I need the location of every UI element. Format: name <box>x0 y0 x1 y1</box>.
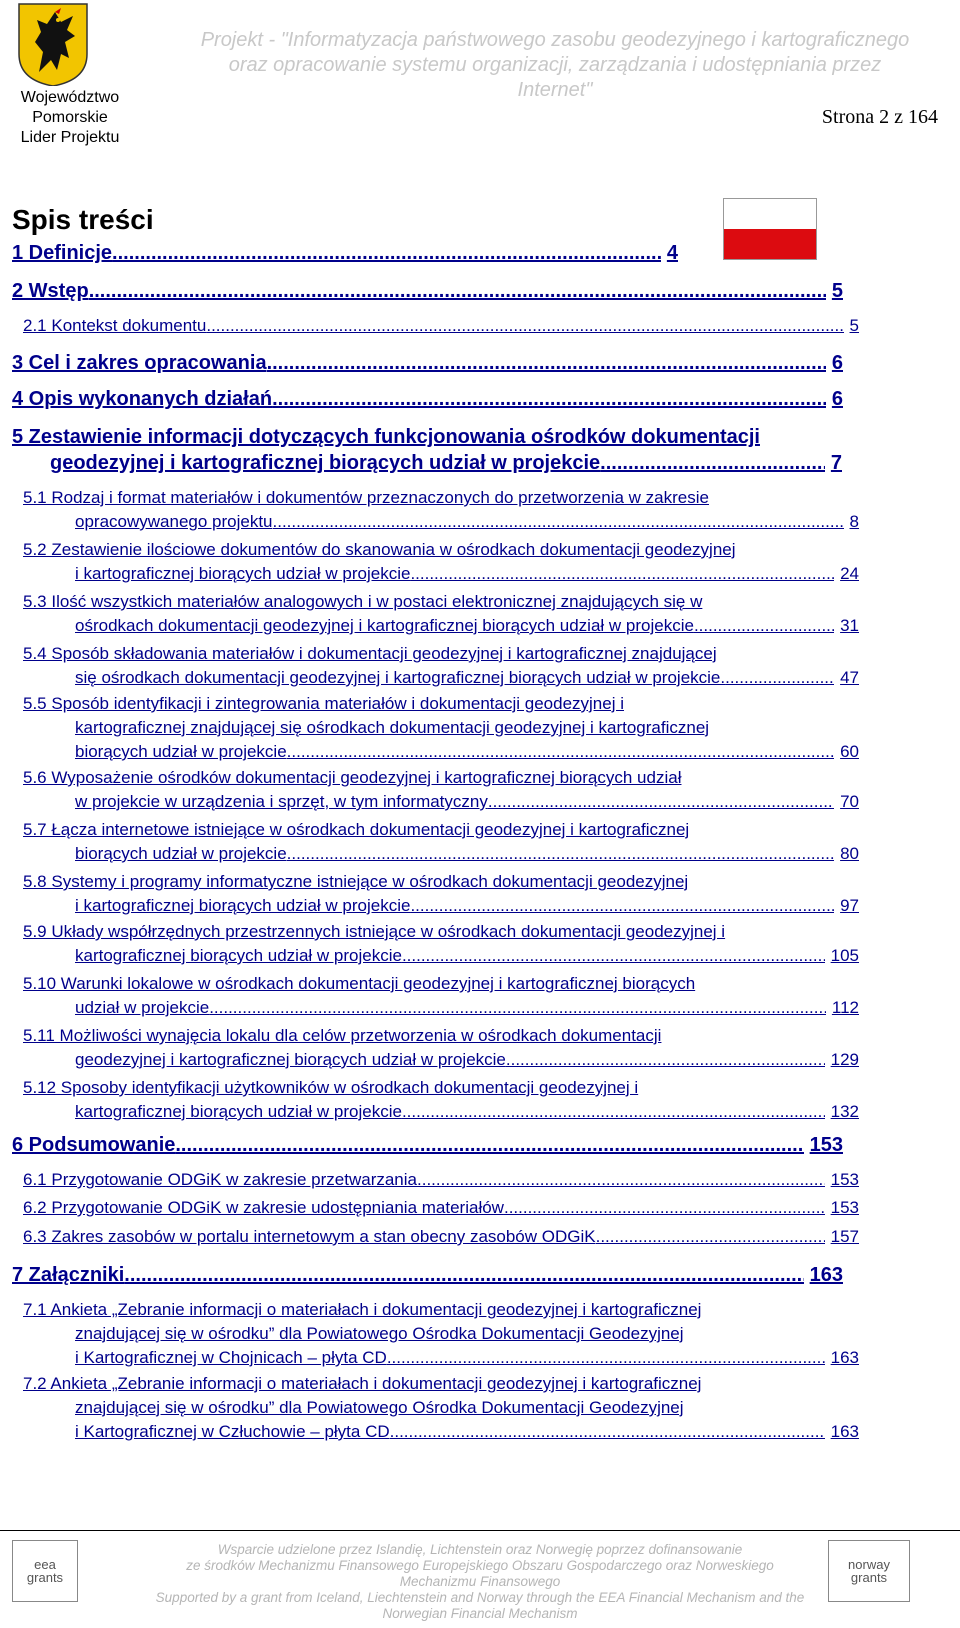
toc-entry[interactable]: 6.3 Zakres zasobów w portalu internetowym a stan obecny zasobów ODGiK ..... 157 <box>23 1225 859 1249</box>
org-line-1: Województwo <box>20 89 120 106</box>
project-title-line-3: Internet" <box>517 79 593 101</box>
toc-entry[interactable]: 6.2 Przygotowanie ODGiK w zakresie udostępniania materiałów ..... 153 <box>23 1196 859 1220</box>
toc-entry[interactable]: 5.12 Sposoby identyfikacji użytkowników w ośrodkach dokumentacji geodezyjnej i kartograficznej biorących udział w projekcie ..... 132 <box>23 1076 859 1124</box>
project-title-line-1: Projekt - "Informatyzacja państwowego zasobu geodezyjnego i kartograficznego <box>200 29 910 51</box>
polish-flag-icon <box>723 198 817 260</box>
toc-entry[interactable]: 5.9 Układy współrzędnych przestrzennych istniejące w ośrodkach dokumentacji geodezyjnej i kartograficznej biorących udział w projekcie ..... 105 <box>23 920 859 968</box>
toc-entry[interactable]: 7.2 Ankieta „Zebranie informacji o materiałach i dokumentacji geodezyjnej i kartograficznej znajdującej się w ośrodku” dla Powiatowego Ośrodka Dokumentacji Geodezyjnej i Kartograficznej w Człuchowie – płyta CD ..... 163 <box>23 1372 859 1444</box>
toc-entry[interactable]: 6.1 Przygotowanie ODGiK w zakresie przetwarzania ..... 153 <box>23 1168 859 1192</box>
toc-entry[interactable]: 5.11 Możliwości wynajęcia lokalu dla celów przetworzenia w ośrodkach dokumentacji geodezyjnej i kartograficznej biorących udział w projekcie ..... 129 <box>23 1024 859 1072</box>
toc-entry[interactable]: 5.1 Rodzaj i format materiałów i dokumentów przeznaczonych do przetworzenia w zakresie opracowywanego projektu ..... 8 <box>23 486 859 534</box>
org-line-3: Lider Projektu <box>20 129 120 146</box>
project-title-line-2: oraz opracowanie systemu organizacji, zarządzania i udostępniania przez <box>228 54 882 76</box>
page-number: Strona 2 z 164 <box>821 106 938 128</box>
org-line-2: Pomorskie <box>32 109 108 126</box>
toc-entry[interactable]: 5.8 Systemy i programy informatyczne istniejące w ośrodkach dokumentacji geodezyjnej i kartograficznej biorących udział w projekcie ..... 97 <box>23 870 859 918</box>
toc-entry[interactable]: 3 Cel i zakres opracowania ..... 6 <box>12 350 843 376</box>
toc-entry[interactable]: 5 Zestawienie informacji dotyczących funkcjonowania ośrodków dokumentacji geodezyjnej i kartograficznej biorących udział w projekcie ..... 7 <box>12 424 842 476</box>
norway-grants-logo: norway grants <box>828 1540 910 1602</box>
toc-entry[interactable]: 5.4 Sposób składowania materiałów i dokumentacji geodezyjnej i kartograficznej znajdującej się ośrodkach dokumentacji geodezyjnej i kartograficznej biorących udział w projekcie. ..... 47 <box>23 642 859 690</box>
page-header <box>0 0 960 160</box>
toc-entry[interactable]: 2.1 Kontekst dokumentu ..... 5 <box>23 314 859 338</box>
toc-entry[interactable]: 5.5 Sposób identyfikacji i zintegrowania materiałów i dokumentacji geodezyjnej i kartograficznej znajdującej się ośrodkach dokumentacji geodezyjnej i kartograficznej biorących udział w projekcie ..... 60 <box>23 692 859 764</box>
griffin-crest-icon <box>17 2 89 86</box>
toc-entry[interactable]: 2 Wstęp ..... 5 <box>12 278 843 304</box>
toc-entry[interactable]: 7 Załączniki ..... 163 <box>12 1262 843 1288</box>
eea-grants-logo: eea grants <box>12 1540 78 1602</box>
organization-label <box>10 88 130 148</box>
toc-entry[interactable]: 5.6 Wyposażenie ośrodków dokumentacji geodezyjnej i kartograficznej biorących udział w projekcie w urządzenia i sprzęt, w tym informatyczny ..... 70 <box>23 766 859 814</box>
project-title <box>150 28 960 103</box>
toc-entry[interactable]: 7.1 Ankieta „Zebranie informacji o materiałach i dokumentacji geodezyjnej i kartograficznej znajdującej się w ośrodku” dla Powiatowego Ośrodka Dokumentacji Geodezyjnej i Kartograficznej w Chojnicach – płyta CD ..... 163 <box>23 1298 859 1370</box>
footer-funding-note: Wsparcie udzielone przez Islandię, Lichtenstein oraz Norwegię poprzez dofinansowanie ze środków Mechanizmu Finansowego Europejskiego Obszaru Gospodarczego oraz Norweskiego Mechanizmu Finansowego Supported by a grant from Iceland, Liechtenstein and Norway through the EEA Financial Mechanism and the Norwegian Financial Mechanism <box>155 1542 805 1621</box>
toc-entry[interactable]: 5.7 Łącza internetowe istniejące w ośrodkach dokumentacji geodezyjnej i kartograficznej biorących udział w projekcie ..... 80 <box>23 818 859 866</box>
toc-title: Spis treści <box>12 204 154 235</box>
toc-entry[interactable]: 1 Definicje ..... 4 <box>12 240 678 266</box>
toc-entry[interactable]: 5.3 Ilość wszystkich materiałów analogowych i w postaci elektronicznej znajdujących się w ośrodkach dokumentacji geodezyjnej i kartograficznej biorących udział w projekcie ..... 31 <box>23 590 859 638</box>
toc-entry[interactable]: 5.10 Warunki lokalowe w ośrodkach dokumentacji geodezyjnej i kartograficznej biorących udział w projekcie ..... 112 <box>23 972 859 1020</box>
toc-entry[interactable]: 6 Podsumowanie ..... 153 <box>12 1132 843 1158</box>
toc-entry[interactable]: 5.2 Zestawienie ilościowe dokumentów do skanowania w ośrodkach dokumentacji geodezyjnej i kartograficznej biorących udział w projekcie ..... 24 <box>23 538 859 586</box>
footer-divider <box>0 1530 960 1531</box>
toc-entry[interactable]: 4 Opis wykonanych działań ..... 6 <box>12 386 843 412</box>
